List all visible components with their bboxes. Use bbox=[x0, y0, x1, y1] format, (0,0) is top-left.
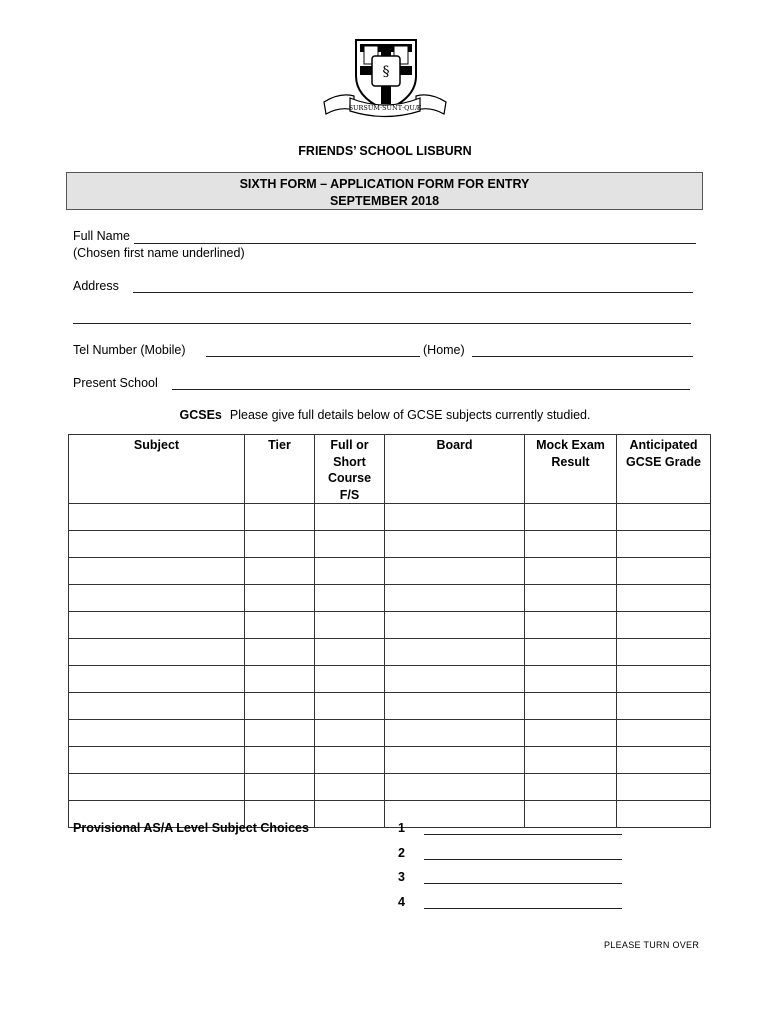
table-cell-input[interactable] bbox=[315, 504, 385, 531]
table-cell-input[interactable] bbox=[525, 585, 617, 612]
table-cell-input[interactable] bbox=[525, 774, 617, 801]
table-cell-input[interactable] bbox=[525, 612, 617, 639]
table-cell-input[interactable] bbox=[245, 693, 315, 720]
table-cell-input[interactable] bbox=[525, 747, 617, 774]
svg-text:§: § bbox=[382, 64, 390, 80]
table-cell-input[interactable] bbox=[525, 531, 617, 558]
table-cell-input[interactable] bbox=[385, 720, 525, 747]
table-row bbox=[69, 504, 711, 531]
table-cell-input[interactable] bbox=[385, 585, 525, 612]
table-cell-input[interactable] bbox=[69, 774, 245, 801]
table-cell-input[interactable] bbox=[315, 774, 385, 801]
full-name-hint: (Chosen first name underlined) bbox=[73, 246, 245, 260]
table-cell-input[interactable] bbox=[385, 639, 525, 666]
choice-field[interactable] bbox=[424, 908, 622, 909]
table-cell-input[interactable] bbox=[315, 558, 385, 585]
table-cell-input[interactable] bbox=[525, 720, 617, 747]
choice-number: 1 bbox=[398, 821, 405, 835]
gcse-table bbox=[68, 434, 711, 828]
table-cell-input[interactable] bbox=[315, 639, 385, 666]
choices-label: Provisional AS/A Level Subject Choices bbox=[73, 821, 309, 835]
tel-mobile-label: Tel Number (Mobile) bbox=[73, 343, 186, 357]
table-cell-input[interactable] bbox=[385, 774, 525, 801]
choice-number: 3 bbox=[398, 870, 405, 884]
table-cell-input[interactable] bbox=[69, 720, 245, 747]
table-cell-input[interactable] bbox=[315, 801, 385, 828]
table-cell-input[interactable] bbox=[617, 585, 711, 612]
table-row bbox=[69, 585, 711, 612]
table-cell-input[interactable] bbox=[525, 693, 617, 720]
table-cell-input[interactable] bbox=[69, 531, 245, 558]
gcse-column-header: Full or Short Course F/S bbox=[315, 435, 385, 504]
gcse-column-header: Mock Exam Result bbox=[525, 435, 617, 504]
address-field-line1[interactable] bbox=[133, 292, 693, 293]
table-row bbox=[69, 531, 711, 558]
table-cell-input[interactable] bbox=[617, 612, 711, 639]
table-cell-input[interactable] bbox=[69, 612, 245, 639]
table-cell-input[interactable] bbox=[245, 585, 315, 612]
table-cell-input[interactable] bbox=[315, 612, 385, 639]
table-cell-input[interactable] bbox=[245, 504, 315, 531]
table-row bbox=[69, 720, 711, 747]
gcse-intro bbox=[0, 408, 770, 422]
table-cell-input[interactable] bbox=[69, 693, 245, 720]
present-school-field[interactable] bbox=[172, 389, 690, 390]
full-name-label: Full Name bbox=[73, 229, 130, 243]
table-cell-input[interactable] bbox=[385, 612, 525, 639]
table-cell-input[interactable] bbox=[385, 666, 525, 693]
table-cell-input[interactable] bbox=[385, 693, 525, 720]
form-title-line2: SEPTEMBER 2018 bbox=[329, 194, 440, 208]
table-cell-input[interactable] bbox=[617, 693, 711, 720]
choice-field[interactable] bbox=[424, 834, 622, 835]
choice-number: 2 bbox=[398, 845, 405, 860]
please-turn-over: PLEASE TURN OVER bbox=[604, 940, 700, 950]
table-cell-input[interactable] bbox=[315, 693, 385, 720]
table-cell-input[interactable] bbox=[617, 558, 711, 585]
table-cell-input[interactable] bbox=[525, 666, 617, 693]
table-cell-input[interactable] bbox=[315, 666, 385, 693]
table-cell-input[interactable] bbox=[69, 666, 245, 693]
gcse-column-header: Anticipated GCSE Grade bbox=[617, 435, 711, 504]
table-cell-input[interactable] bbox=[315, 531, 385, 558]
crest-motto: SURSUM·SUNT·QUÆ bbox=[348, 104, 422, 112]
table-cell-input[interactable] bbox=[245, 612, 315, 639]
gcse-column-header: Tier bbox=[245, 435, 315, 504]
table-cell-input[interactable] bbox=[245, 774, 315, 801]
form-title-line1: SIXTH FORM – APPLICATION FORM FOR ENTRY bbox=[239, 177, 530, 191]
form-title-box bbox=[66, 172, 703, 210]
tel-home-field[interactable] bbox=[472, 356, 693, 357]
table-cell-input[interactable] bbox=[525, 639, 617, 666]
table-row bbox=[69, 612, 711, 639]
table-row bbox=[69, 558, 711, 585]
table-cell-input[interactable] bbox=[69, 639, 245, 666]
table-cell-input[interactable] bbox=[245, 747, 315, 774]
table-cell-input[interactable] bbox=[69, 585, 245, 612]
table-cell-input[interactable] bbox=[385, 531, 525, 558]
table-row bbox=[69, 693, 711, 720]
table-cell-input[interactable] bbox=[617, 531, 711, 558]
table-cell-input[interactable] bbox=[617, 639, 711, 666]
table-cell-input[interactable] bbox=[385, 747, 525, 774]
table-cell-input[interactable] bbox=[245, 639, 315, 666]
tel-mobile-field[interactable] bbox=[206, 356, 420, 357]
gcse-table-header bbox=[69, 435, 711, 504]
table-cell-input[interactable] bbox=[617, 801, 711, 828]
gcse-column-header: Subject bbox=[69, 435, 245, 504]
table-cell-input[interactable] bbox=[245, 531, 315, 558]
table-cell-input[interactable] bbox=[69, 747, 245, 774]
school-name: FRIENDS’ SCHOOL LISBURN bbox=[298, 144, 472, 158]
school-crest-logo bbox=[320, 36, 450, 118]
choice-field[interactable] bbox=[424, 859, 622, 860]
tel-home-label: (Home) bbox=[423, 343, 465, 357]
table-cell-input[interactable] bbox=[617, 720, 711, 747]
table-cell-input[interactable] bbox=[315, 585, 385, 612]
choice-field[interactable] bbox=[424, 883, 622, 884]
table-cell-input[interactable] bbox=[315, 747, 385, 774]
table-cell-input[interactable] bbox=[617, 504, 711, 531]
table-cell-input[interactable] bbox=[69, 558, 245, 585]
table-cell-input[interactable] bbox=[525, 504, 617, 531]
gcse-heading: GCSEs bbox=[179, 408, 222, 422]
table-cell-input[interactable] bbox=[525, 558, 617, 585]
table-row bbox=[69, 747, 711, 774]
present-school-label: Present School bbox=[73, 376, 158, 390]
table-cell-input[interactable] bbox=[385, 504, 525, 531]
full-name-field[interactable] bbox=[134, 243, 696, 244]
table-row bbox=[69, 639, 711, 666]
table-cell-input[interactable] bbox=[245, 558, 315, 585]
table-cell-input[interactable] bbox=[385, 801, 525, 828]
table-cell-input[interactable] bbox=[245, 666, 315, 693]
gcse-column-header: Board bbox=[385, 435, 525, 504]
table-cell-input[interactable] bbox=[385, 558, 525, 585]
address-field-line2[interactable] bbox=[73, 323, 691, 324]
table-cell-input[interactable] bbox=[525, 801, 617, 828]
table-cell-input[interactable] bbox=[245, 720, 315, 747]
table-cell-input[interactable] bbox=[315, 720, 385, 747]
choice-number: 4 bbox=[398, 894, 405, 909]
table-cell-input[interactable] bbox=[69, 504, 245, 531]
address-label: Address bbox=[73, 279, 119, 293]
table-row bbox=[69, 666, 711, 693]
table-row bbox=[69, 774, 711, 801]
table-cell-input[interactable] bbox=[617, 666, 711, 693]
gcse-instruction: Please give full details below of GCSE subjects currently studied. bbox=[229, 408, 591, 422]
table-cell-input[interactable] bbox=[617, 747, 711, 774]
table-cell-input[interactable] bbox=[617, 774, 711, 801]
